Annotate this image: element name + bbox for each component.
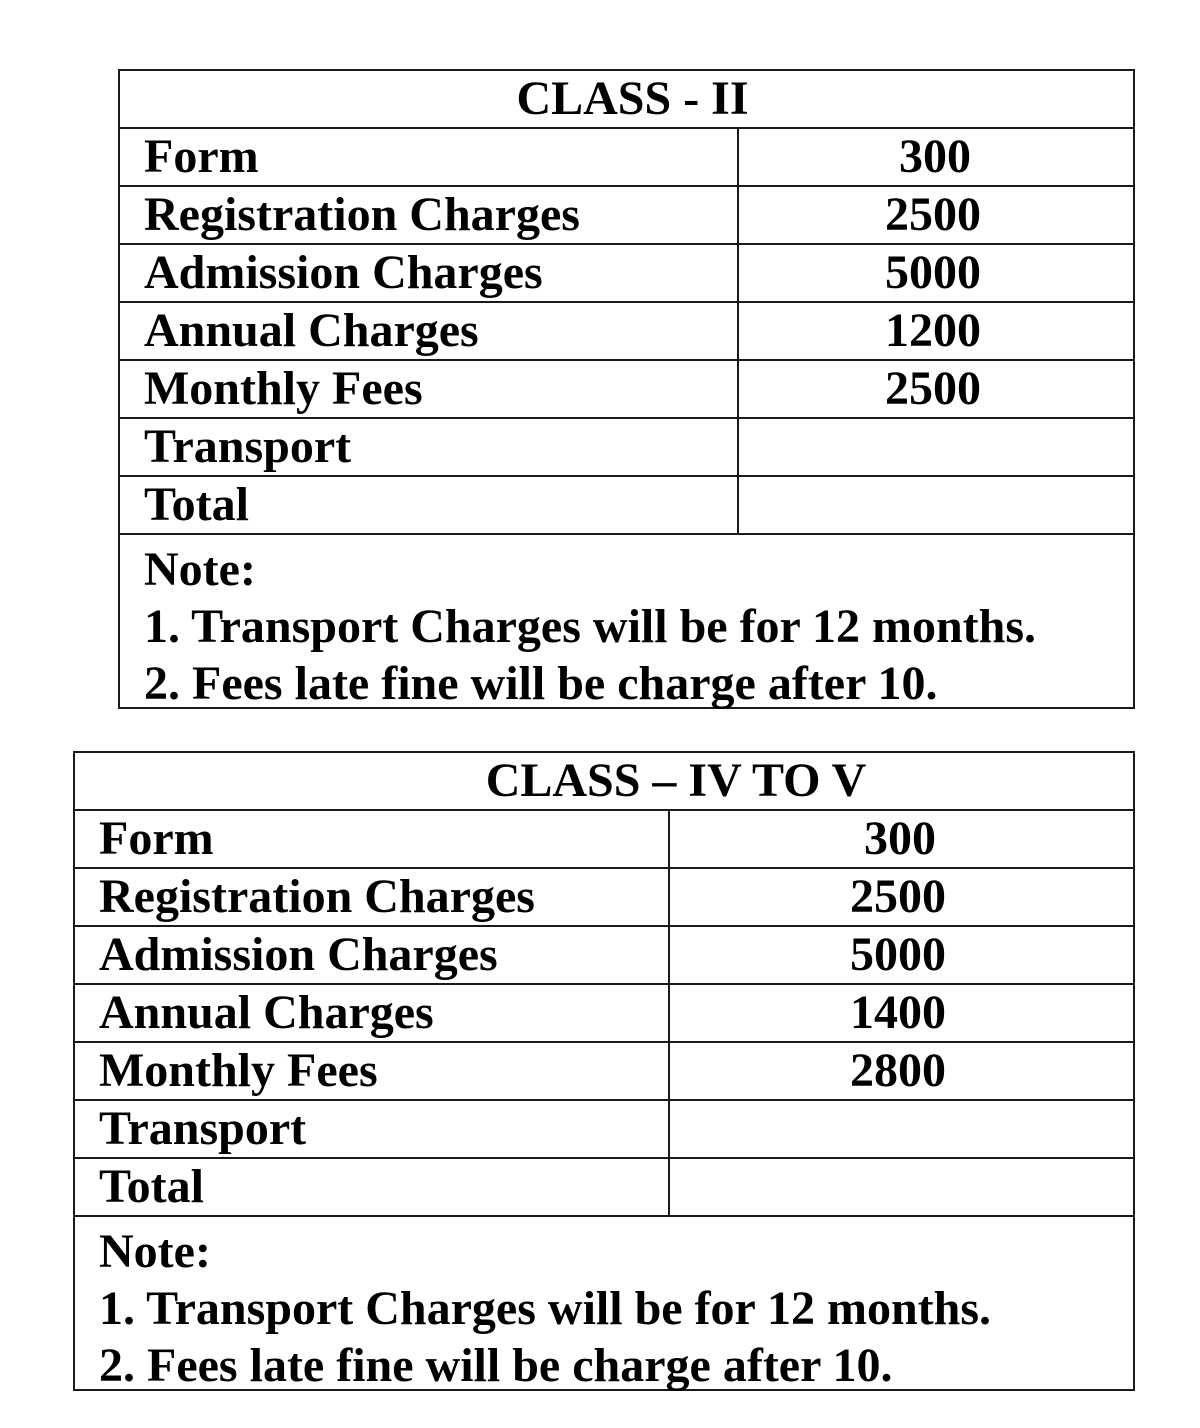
- fee-row-transport: [75, 1101, 1133, 1159]
- fee-label: Transport: [120, 419, 739, 475]
- fee-value: 300: [864, 812, 936, 865]
- fee-label: Registration Charges: [120, 187, 739, 243]
- fee-row-total: [120, 477, 1133, 535]
- fee-label: Registration Charges: [75, 869, 670, 925]
- fee-label: Annual Charges: [75, 985, 670, 1041]
- fee-value: 2500: [850, 870, 946, 923]
- fee-value: [739, 477, 1133, 533]
- table-title-row: [75, 753, 1133, 811]
- fee-label: Transport: [75, 1101, 670, 1157]
- fee-value: 2500: [885, 188, 981, 241]
- fee-row-form: [120, 129, 1133, 187]
- fee-row-form: [75, 811, 1133, 869]
- table-title-row: [120, 71, 1133, 129]
- fee-value: 5000: [850, 928, 946, 981]
- fee-value: 300: [899, 130, 971, 183]
- fee-row-total: [75, 1159, 1133, 1217]
- table-title: CLASS – IV TO V: [485, 754, 867, 807]
- fee-label: Total: [75, 1159, 670, 1215]
- note-line: 1. Transport Charges will be for 12 months.: [99, 1282, 992, 1335]
- fee-table-class-ii: [118, 69, 1135, 709]
- fee-value: 2800: [850, 1044, 946, 1097]
- fee-value: [670, 1159, 1133, 1215]
- fee-row-transport: [120, 419, 1133, 477]
- fee-value: [670, 1101, 1133, 1157]
- fee-table-class-iv-to-v: [73, 751, 1135, 1391]
- table-title: CLASS - II: [516, 72, 749, 125]
- fee-row-monthly: [75, 1043, 1133, 1101]
- fee-label: Admission Charges: [120, 245, 739, 301]
- fee-value: 1200: [885, 304, 981, 357]
- note-line: 2. Fees late fine will be charge after 10.: [99, 1339, 893, 1392]
- note-heading: Note:: [144, 543, 256, 596]
- note-line: 1. Transport Charges will be for 12 months.: [144, 600, 1037, 653]
- fee-label: Form: [75, 811, 670, 867]
- note-line: 2. Fees late fine will be charge after 10.: [144, 657, 938, 710]
- fee-label: Admission Charges: [75, 927, 670, 983]
- note-block: [75, 1217, 1133, 1394]
- fee-row-monthly: [120, 361, 1133, 419]
- fee-label: Monthly Fees: [120, 361, 739, 417]
- fee-label: Monthly Fees: [75, 1043, 670, 1099]
- note-heading: Note:: [99, 1225, 211, 1278]
- fee-row-annual: [75, 985, 1133, 1043]
- fee-row-registration: [120, 187, 1133, 245]
- fee-value: 2500: [885, 362, 981, 415]
- fee-label: Annual Charges: [120, 303, 739, 359]
- fee-value: 5000: [885, 246, 981, 299]
- fee-row-admission: [75, 927, 1133, 985]
- fee-row-admission: [120, 245, 1133, 303]
- fee-row-annual: [120, 303, 1133, 361]
- fee-label: Form: [120, 129, 739, 185]
- fee-value: 1400: [850, 986, 946, 1039]
- fee-label: Total: [120, 477, 739, 533]
- note-block: [120, 535, 1133, 712]
- fee-value: [739, 419, 1133, 475]
- fee-row-registration: [75, 869, 1133, 927]
